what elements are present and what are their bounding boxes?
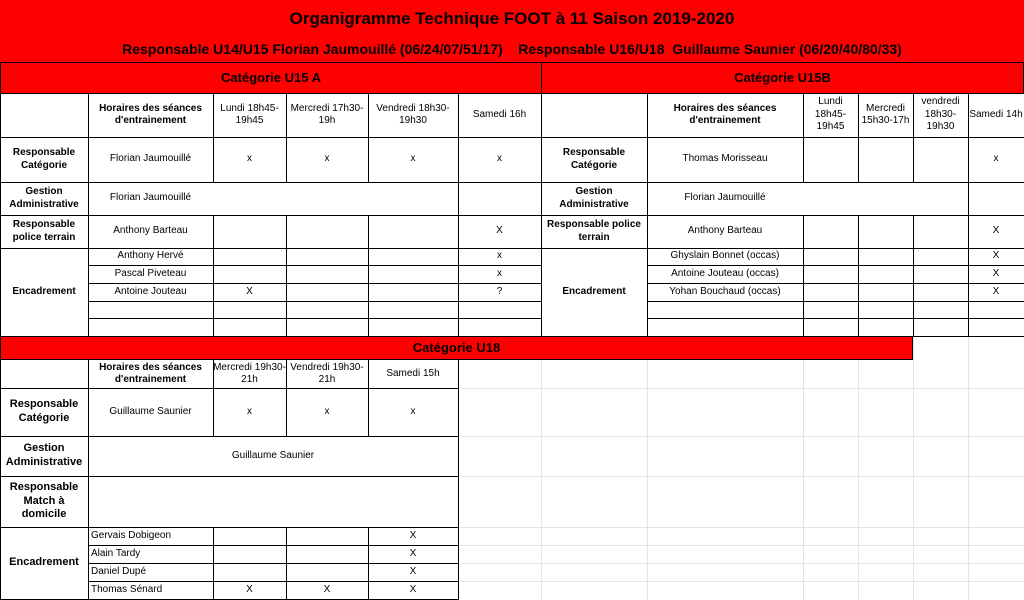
u18-resp-cat-label: Responsable Catégorie	[9, 398, 79, 424]
u15b-day-mercredi: Mercredi 15h30-17h	[861, 102, 910, 126]
u15a-staff-name-3: Antoine Jouteau	[114, 285, 187, 297]
u15a-resp-cat-label: Responsable Catégorie	[12, 147, 76, 171]
u18-staff-name-3: Daniel Dupé	[91, 565, 147, 577]
u18-staff-name-2: Alain Tardy	[91, 547, 141, 559]
u15a-police-name: Anthony Barteau	[113, 225, 188, 237]
u15b-day-vendredi: vendredi 18h30-19h30	[921, 96, 960, 133]
u15a-staff-mark-samedi-1: x	[497, 250, 502, 262]
u15b-encadrement-label: Encadrement	[562, 285, 626, 297]
u15a-horaires-header: Horaires des séances d'entrainement	[99, 102, 202, 126]
u15a-staff-mark-samedi-2: x	[497, 267, 502, 279]
u18-resp-cat-mark-mercredi: x	[247, 405, 252, 417]
u18-resp-cat-mark-vendredi: x	[324, 405, 330, 417]
category-u15b-header: Catégorie U15B	[541, 62, 1024, 94]
u18-horaires-header: Horaires des séances d'entrainement	[99, 361, 202, 385]
u15b-staff-mark-samedi-2: X	[992, 267, 1000, 279]
u15a-resp-cat-mark-vendredi: x	[410, 153, 416, 165]
u15a-gestion-label: Gestion Administrative	[9, 186, 79, 210]
u15a-police-label: Responsable police terrain	[12, 219, 76, 243]
u18-staff-mark-mercredi-4: X	[246, 583, 253, 595]
u15a-staff-mark-lundi-3: X	[246, 285, 253, 297]
u15a-resp-cat-mark-mercredi: x	[324, 153, 330, 165]
u15b-day-lundi: Lundi 18h45-19h45	[814, 96, 847, 133]
u15b-staff-name-1: Ghyslain Bonnet (occas)	[670, 250, 780, 262]
u15a-resp-cat-mark-lundi: x	[247, 153, 252, 165]
page-title: Organigramme Technique FOOT à 11 Saison 2019-2020	[0, 0, 1024, 38]
u15a-staff-name-1: Anthony Hervé	[117, 250, 184, 262]
u15a-day-lundi: Lundi 18h45-19h45	[220, 102, 279, 126]
u15a-staff-name-2: Pascal Piveteau	[114, 267, 187, 279]
u15b-staff-mark-samedi-3: X	[992, 285, 1000, 297]
u18-encadrement-label: Encadrement	[9, 556, 79, 569]
u15a-day-samedi: Samedi 16h	[472, 108, 527, 120]
u15a-day-vendredi: Vendredi 18h30-19h30	[376, 102, 450, 126]
u18-staff-mark-samedi-3: X	[409, 565, 417, 577]
category-u15a-header: Catégorie U15 A	[0, 62, 542, 94]
u18-staff-mark-samedi-1: X	[409, 529, 417, 541]
u15a-resp-cat-mark-samedi: x	[497, 153, 502, 165]
u15b-resp-cat-mark-samedi: x	[993, 153, 999, 165]
u15a-police-mark-samedi: X	[496, 225, 503, 237]
u15a-gestion-name: Florian Jaumouillé	[109, 192, 192, 204]
u18-day-vendredi: Vendredi 19h30-21h	[290, 361, 364, 385]
u15b-police-mark-samedi: X	[992, 225, 1000, 237]
category-u18-header: Catégorie U18	[0, 336, 913, 360]
u15b-horaires-header: Horaires des séances d'entrainement	[673, 102, 777, 126]
u15b-police-name: Anthony Barteau	[687, 225, 763, 237]
u15b-day-samedi: Samedi 14h	[969, 108, 1023, 120]
u18-resp-cat-mark-samedi: x	[410, 405, 416, 417]
u15b-staff-mark-samedi-1: X	[992, 250, 1000, 262]
u18-staff-mark-samedi-2: X	[409, 547, 417, 559]
u15b-resp-cat-name: Thomas Morisseau	[682, 153, 768, 165]
u18-staff-mark-samedi-4: X	[409, 583, 417, 595]
u15b-gestion-name: Florian Jaumouillé	[684, 192, 766, 204]
u15b-staff-name-2: Antoine Jouteau (occas)	[671, 267, 779, 279]
u15a-resp-cat-name: Florian Jaumouillé	[109, 153, 192, 165]
u18-match-label: Responsable Match à domicile	[9, 480, 79, 521]
u15a-staff-mark-samedi-3: ?	[496, 285, 503, 297]
u18-gestion-name: Guillaume Saunier	[231, 449, 315, 461]
u18-staff-name-1: Gervais Dobigeon	[91, 529, 172, 541]
u15a-day-mercredi: Mercredi 17h30-19h	[290, 102, 364, 126]
u18-staff-name-4: Thomas Sénard	[91, 583, 163, 595]
u18-staff-mark-vendredi-4: X	[323, 583, 331, 595]
u15b-gestion-label: Gestion Administrative	[559, 186, 629, 210]
u18-gestion-label: Gestion Administrative	[5, 442, 83, 468]
u15b-staff-name-3: Yohan Bouchaud (occas)	[669, 285, 781, 297]
responsables-line: Responsable U14/U15 Florian Jaumouillé (06/24/07/51/17) Responsable U16/U18 Guillaume Saunier (06/20/40/80/33)	[0, 38, 1024, 62]
u18-day-mercredi: Mercredi 19h30-21h	[213, 361, 286, 385]
u18-day-samedi: Samedi 15h	[386, 367, 440, 379]
u15b-police-label: Responsable police terrain	[547, 219, 641, 243]
u15a-encadrement-label: Encadrement	[12, 285, 76, 297]
u15b-resp-cat-label: Responsable Catégorie	[562, 147, 626, 171]
u18-resp-cat-name: Guillaume Saunier	[109, 405, 192, 417]
